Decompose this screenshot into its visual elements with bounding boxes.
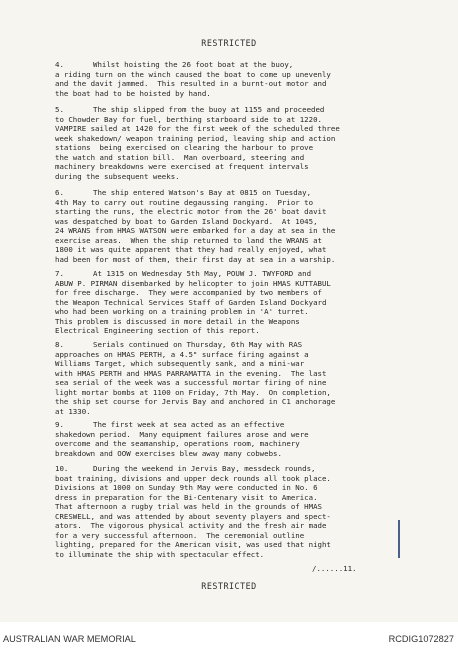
paragraph-line: sea serial of the week was a successful mortar firing of nine xyxy=(55,378,327,388)
archive-reference: RCDIG1072827 xyxy=(388,634,454,644)
paragraph-line: VAMPIRE sailed at 1420 for the first week of the scheduled three xyxy=(55,124,340,134)
margin-pen-mark xyxy=(398,520,400,558)
paragraph-line: at 1330. xyxy=(55,406,91,416)
paragraph-line: Whilst hoisting the 26 foot boat at the buoy, xyxy=(93,60,294,69)
archive-institution: AUSTRALIAN WAR MEMORIAL xyxy=(3,634,136,644)
paragraph-number: 9. xyxy=(55,420,64,429)
paragraph-number: 10. xyxy=(55,464,69,473)
continuation-marker: /......11. xyxy=(312,564,357,573)
paragraph-line: The ship entered Watson's Bay at 0815 on Tuesday, xyxy=(93,188,312,197)
paragraph-line: to illuminate the ship with spectacular effect. xyxy=(55,549,265,559)
paragraph-line: ators. The vigorous physical activity and the fresh air made xyxy=(55,521,327,531)
paragraph-line: 24 WRANS from HMAS WATSON were embarked for a day at sea in the xyxy=(55,226,336,236)
paragraph-line: was despatched by boat to Garden Island Dockyard. At 1045, xyxy=(55,216,318,226)
paragraph-line: stations being exercised on clearing the harbour to prove xyxy=(55,143,314,153)
paragraph-line: ABUW P. PIRMAN disembarked by helicopter to join HMAS KUTTABUL xyxy=(55,278,331,288)
paragraph-line: who had been working on a training problem in 'A' turret. xyxy=(55,307,309,317)
paragraph-line: At 1315 on Wednesday 5th May, POUW J. TWYFORD and xyxy=(93,269,312,278)
paragraph-line: The ship slipped from the buoy at 1155 and proceeded xyxy=(93,105,325,114)
paragraph-7 xyxy=(55,269,405,336)
paragraph-line: starting the runs, the electric motor from the 26' boat davit xyxy=(55,207,327,217)
classification-header: RESTRICTED xyxy=(201,38,257,48)
paragraph-line: CRESWELL, and was attended by about seventy players and spect- xyxy=(55,511,331,521)
paragraph-line: 4th May to carry out routine degaussing ranging. Prior to xyxy=(55,197,314,207)
paragraph-number: 6. xyxy=(55,188,64,197)
paragraph-9 xyxy=(55,420,405,458)
paragraph-line: the watch and station bill. Man overboard, steering and xyxy=(55,152,305,162)
paragraph-number: 4. xyxy=(55,60,64,69)
archive-footer xyxy=(0,622,458,654)
paragraph-line: 1800 it was quite apparent that they had really enjoyed, what xyxy=(55,245,327,255)
paragraph-line: shakedown period. Many equipment failures arose and were xyxy=(55,429,309,439)
paragraph-line: week shakedown/ weapon training period, leaving ship and action xyxy=(55,133,336,143)
paragraph-6 xyxy=(55,188,405,264)
paragraph-line: dress in preparation for the Bi-Centenary visit to America. xyxy=(55,492,318,502)
paragraph-10 xyxy=(55,464,405,559)
classification-footer: RESTRICTED xyxy=(201,581,257,591)
paragraph-line: the ship set course for Jervis Bay and anchored in C1 anchorage xyxy=(55,397,336,407)
paragraph-line: with HMAS PERTH and HMAS PARRAMATTA in the evening. The last xyxy=(55,368,327,378)
paragraph-line: Electrical Engineering section of this report. xyxy=(55,326,260,336)
paragraph-line: This problem is discussed in more detail in the Weapons xyxy=(55,316,300,326)
paragraph-number: 8. xyxy=(55,340,64,349)
paragraph-4 xyxy=(55,60,405,98)
paragraph-5 xyxy=(55,105,405,181)
paragraph-line: overcome and the seamanship, operations room, machinery xyxy=(55,439,300,449)
paragraph-line: the boat had to be hoisted by hand. xyxy=(55,88,211,98)
paragraph-line: and the davit jammed. This resulted in a burnt-out motor and xyxy=(55,79,327,89)
paragraph-line: had been for most of them, their first day at sea in a warship. xyxy=(55,254,336,264)
paragraph-line: During the weekend in Jervis Bay, messdeck rounds, xyxy=(93,464,316,473)
paragraph-line: exercise areas. When the ship returned to land the WRANS at xyxy=(55,235,322,245)
paragraph-line: Serials continued on Thursday, 6th May with RAS xyxy=(93,340,303,349)
paragraph-line: That afternoon a rugby trial was held in the grounds of HMAS xyxy=(55,502,322,512)
paragraph-line: The first week at sea acted as an effective xyxy=(93,420,285,429)
paragraph-line: approaches on HMAS PERTH, a 4.5" surface firing against a xyxy=(55,349,309,359)
paragraph-line: to Chowder Bay for fuel, berthing starboard side to at 1220. xyxy=(55,114,322,124)
paragraph-line: for a very successful afternoon. The ceremonial outline xyxy=(55,530,305,540)
paragraph-line: boat training, divisions and upper deck rounds all took place. xyxy=(55,473,331,483)
paragraph-line: light mortar bombs at 1100 on Friday, 7th May. On completion, xyxy=(55,387,331,397)
paragraph-line: for free discharge. They were accompanied by two members of xyxy=(55,288,322,298)
paragraph-number: 5. xyxy=(55,105,64,114)
paragraph-line: Williams Target, which subsequently sank, and a mini-war xyxy=(55,359,305,369)
paragraph-line: Divisions at 1000 on Sunday 9th May were conducted in No. 6 xyxy=(55,483,318,493)
paragraph-line: during the subsequent weeks. xyxy=(55,171,180,181)
paragraph-8 xyxy=(55,340,405,416)
paragraph-line: machinery breakdowns were exercised at frequent intervals xyxy=(55,162,309,172)
paragraph-line: a riding turn on the winch caused the boat to come up unevenly xyxy=(55,69,331,79)
paragraph-line: lighting, prepared for the American visit, was used that night xyxy=(55,540,331,550)
paragraph-line: the Weapon Technical Services Staff of Garden Island Dockyard xyxy=(55,297,327,307)
paragraph-line: breakdown and OOW exercises blew away many cobwebs. xyxy=(55,448,282,458)
paragraph-number: 7. xyxy=(55,269,64,278)
